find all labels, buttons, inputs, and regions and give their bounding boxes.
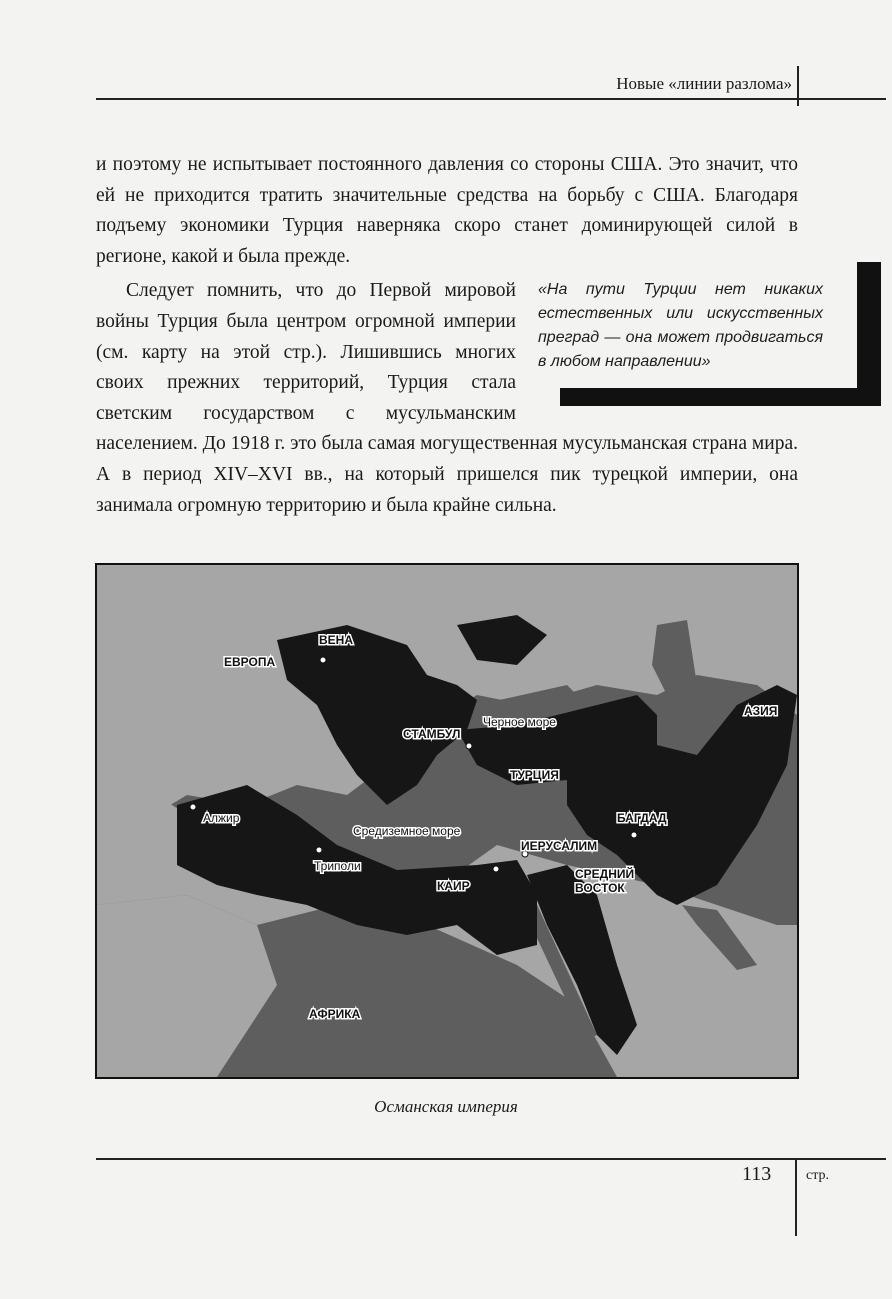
label-algiers: Алжир <box>203 811 240 825</box>
label-middle-east: СРЕДНИЙ ВОСТОК <box>575 867 635 895</box>
city-dot-vena <box>320 657 326 663</box>
city-dot-tripoli <box>316 847 322 853</box>
body-text <box>96 150 823 521</box>
header-rule <box>96 98 886 100</box>
map-caption: Османская империя <box>374 1097 518 1116</box>
label-europe: ЕВРОПА <box>224 655 276 669</box>
label-africa: АФРИКА <box>309 1007 361 1021</box>
label-asia: АЗИЯ <box>744 704 778 718</box>
footer-divider <box>795 1160 797 1236</box>
pullquote: «На пути Турции нет никаких естественных или искусственных преград — она может продвигаться в любом направлении» <box>538 281 823 371</box>
running-head: Новые «линии разлома» <box>616 74 792 93</box>
label-vena: ВЕНА <box>319 633 354 647</box>
city-dot-baghdad <box>631 832 637 838</box>
label-mediterranean: Средиземное море <box>353 824 461 838</box>
city-dot-istanbul <box>466 743 472 749</box>
map-graphic <box>97 565 797 1077</box>
label-tripoli: Триполи <box>314 859 361 873</box>
ottoman-empire-map <box>95 563 799 1079</box>
label-baghdad: БАГДАД <box>617 811 667 825</box>
city-dot-algiers <box>190 804 196 810</box>
label-cairo: КАИР <box>437 879 470 893</box>
label-jerusalem: ИЕРУСАЛИМ <box>521 839 598 853</box>
footer-rule <box>96 1158 886 1160</box>
land-west-africa <box>97 895 277 1077</box>
paragraph <box>96 150 798 272</box>
page-number: 113 <box>742 1163 772 1185</box>
label-black-sea: Черное море <box>483 715 556 729</box>
paragraph-text: Следует помнить, что до Первой мировой войны Турция была центром огромной империи (см. карту на этой стр.). Лишившись многих своих прежних территорий, Турция стала светским государством с мусульманским населением. До 1918 г. это была самая могущественная мусульманская страна мира. А в период XIV–XVI вв., на который пришелся пик турецкой империи, она занимала огромную территорию и была крайне сильна. <box>96 280 798 516</box>
city-dot-cairo <box>493 866 499 872</box>
pullquote-shadow-bottom <box>560 388 881 406</box>
paragraph-text: и поэтому не испытывает постоянного давления со стороны США. Это значит, что ей не приходится тратить значительные средства на борьбу с США. Благодаря подъему экономики Турция наверняка скоро станет доминирующей силой в регионе, какой и была прежде. <box>96 154 798 267</box>
label-turkey: ТУРЦИЯ <box>510 768 559 782</box>
label-istanbul: СТАМБУЛ <box>403 727 461 741</box>
header-divider <box>797 66 799 106</box>
pullquote-shadow-right <box>857 262 881 404</box>
page-word: стр. <box>806 1168 830 1183</box>
